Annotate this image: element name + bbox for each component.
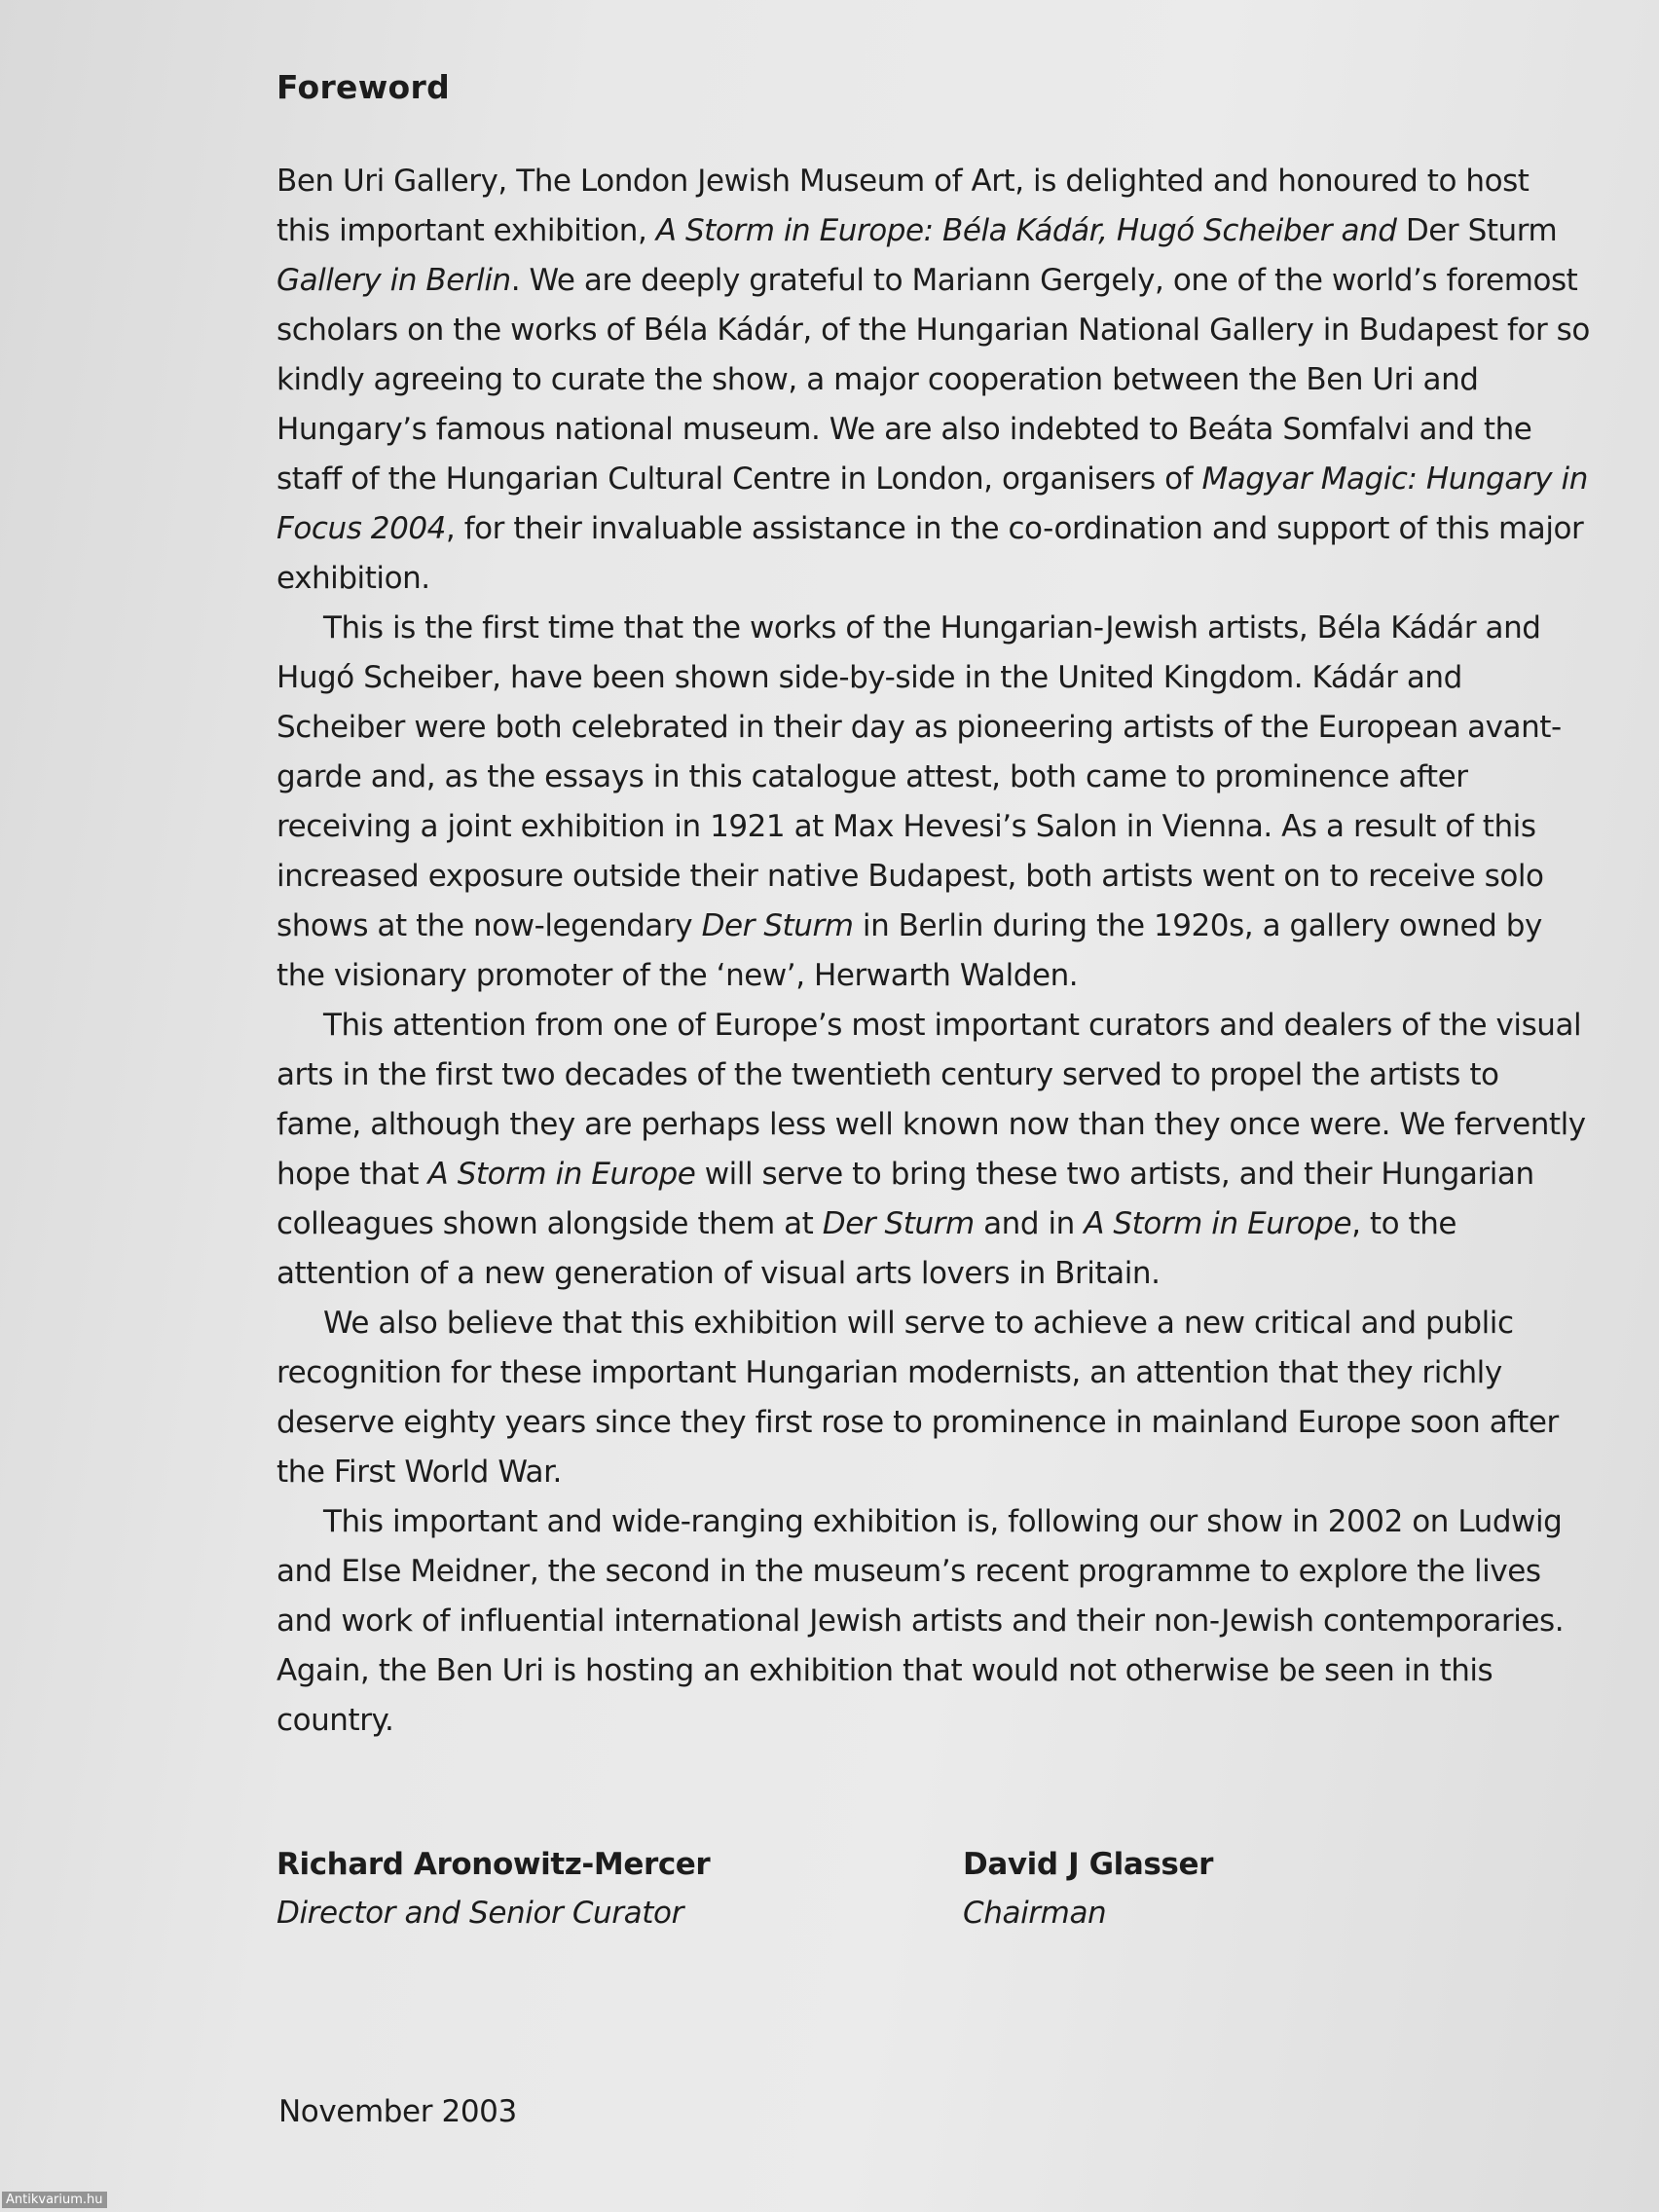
paragraph-5: This important and wide-ranging exhibition is, following our show in 2002 on Ludwig and Else Meidner, the second in the museum’s recent programme to explore the lives and work of influential international Jewish artists and their non-Jewish contemporaries. Again, the Ben Uri is hosting an exhibition that would not otherwise be seen in this country. <box>276 1504 1565 1738</box>
text-span: in Berlin during the 1920s, a gallery owned by the visionary promoter of the ‘new’, Herwarth Walden. <box>276 908 1542 993</box>
paragraph-2 <box>276 604 1591 1001</box>
italic-title: Gallery in Berlin <box>276 263 511 298</box>
italic-title: Der Sturm <box>822 1206 975 1241</box>
page-title: Foreword <box>276 68 450 106</box>
signatory-title: Director and Senior Curator <box>276 1896 683 1931</box>
text-span: This is the first time that the works of the Hungarian-Jewish artists, Béla Kádár and Hugó Scheiber, have been shown side-by-side in the United Kingdom. Kádár and Scheiber were both celebrated in their day as pioneering artists of the European avant-garde and, as the essays in this catalogue attest, both came to prominence after receiving a joint exhibition in 1921 at Max Hevesi’s Salon in Vienna. As a result of this increased exposure outside their native Budapest, both artists went on to receive solo shows at the now-legendary <box>276 610 1562 943</box>
signatory-name: David J Glasser <box>963 1847 1214 1882</box>
text-span: Ben Uri Gallery, The London Jewish Museum of Art, is delighted and honoured to host this important exhibition, <box>276 164 1530 248</box>
signatures <box>276 1840 1542 1947</box>
signatory-name: Richard Aronowitz-Mercer <box>276 1847 711 1882</box>
watermark: Antikvarium.hu <box>2 2192 107 2208</box>
text-span: , for their invaluable assistance in the co-ordination and support of this major exhibition. <box>276 511 1584 596</box>
text-span: . We are deeply grateful to Mariann Gergely, one of the world’s foremost scholars on the works of Béla Kádár, of the Hungarian National Gallery in Budapest for so kindly agreeing to curate the show, a major cooperation between the Ben Uri and Hungary’s famous national museum. We are also indebted to Beáta Somfalvi and the staff of the Hungarian Cultural Centre in London, organisers of <box>276 263 1590 497</box>
foreword-page <box>276 68 1591 1746</box>
foreword-body <box>276 157 1591 1746</box>
italic-title: A Storm in Europe <box>427 1157 696 1192</box>
paragraph-1 <box>276 157 1591 604</box>
text-span: , to the attention of a new generation of visual arts lovers in Britain. <box>276 1206 1457 1291</box>
text-span: and in <box>974 1206 1085 1241</box>
paragraph-3 <box>276 1001 1591 1299</box>
text-span: will serve to bring these two artists, and their Hungarian colleagues shown alongside them at <box>276 1157 1534 1241</box>
signatory-title: Chairman <box>963 1896 1107 1931</box>
signatory-right <box>963 1840 1213 1937</box>
italic-title: Magyar Magic: Hungary in Focus 2004 <box>276 461 1588 546</box>
italic-title: A Storm in Europe <box>1084 1206 1352 1241</box>
text-span: Der Sturm <box>1396 213 1558 248</box>
italic-title: A Storm in Europe: Béla Kádár, Hugó Scheiber and <box>655 213 1397 248</box>
paragraph-4: We also believe that this exhibition will serve to achieve a new critical and public recognition for these important Hungarian modernists, an attention that they richly deserve eighty years since they first rose to prominence in mainland Europe soon after the First World War. <box>276 1306 1559 1490</box>
italic-title: Der Sturm <box>701 908 854 943</box>
text-span: This attention from one of Europe’s most important curators and dealers of the visual arts in the first two decades of the twentieth century served to propel the artists to fame, although they are perhaps less well known now than they once were. We fervently hope that <box>276 1008 1586 1192</box>
signatory-left <box>276 1840 710 1937</box>
date-line: November 2003 <box>278 2094 517 2129</box>
